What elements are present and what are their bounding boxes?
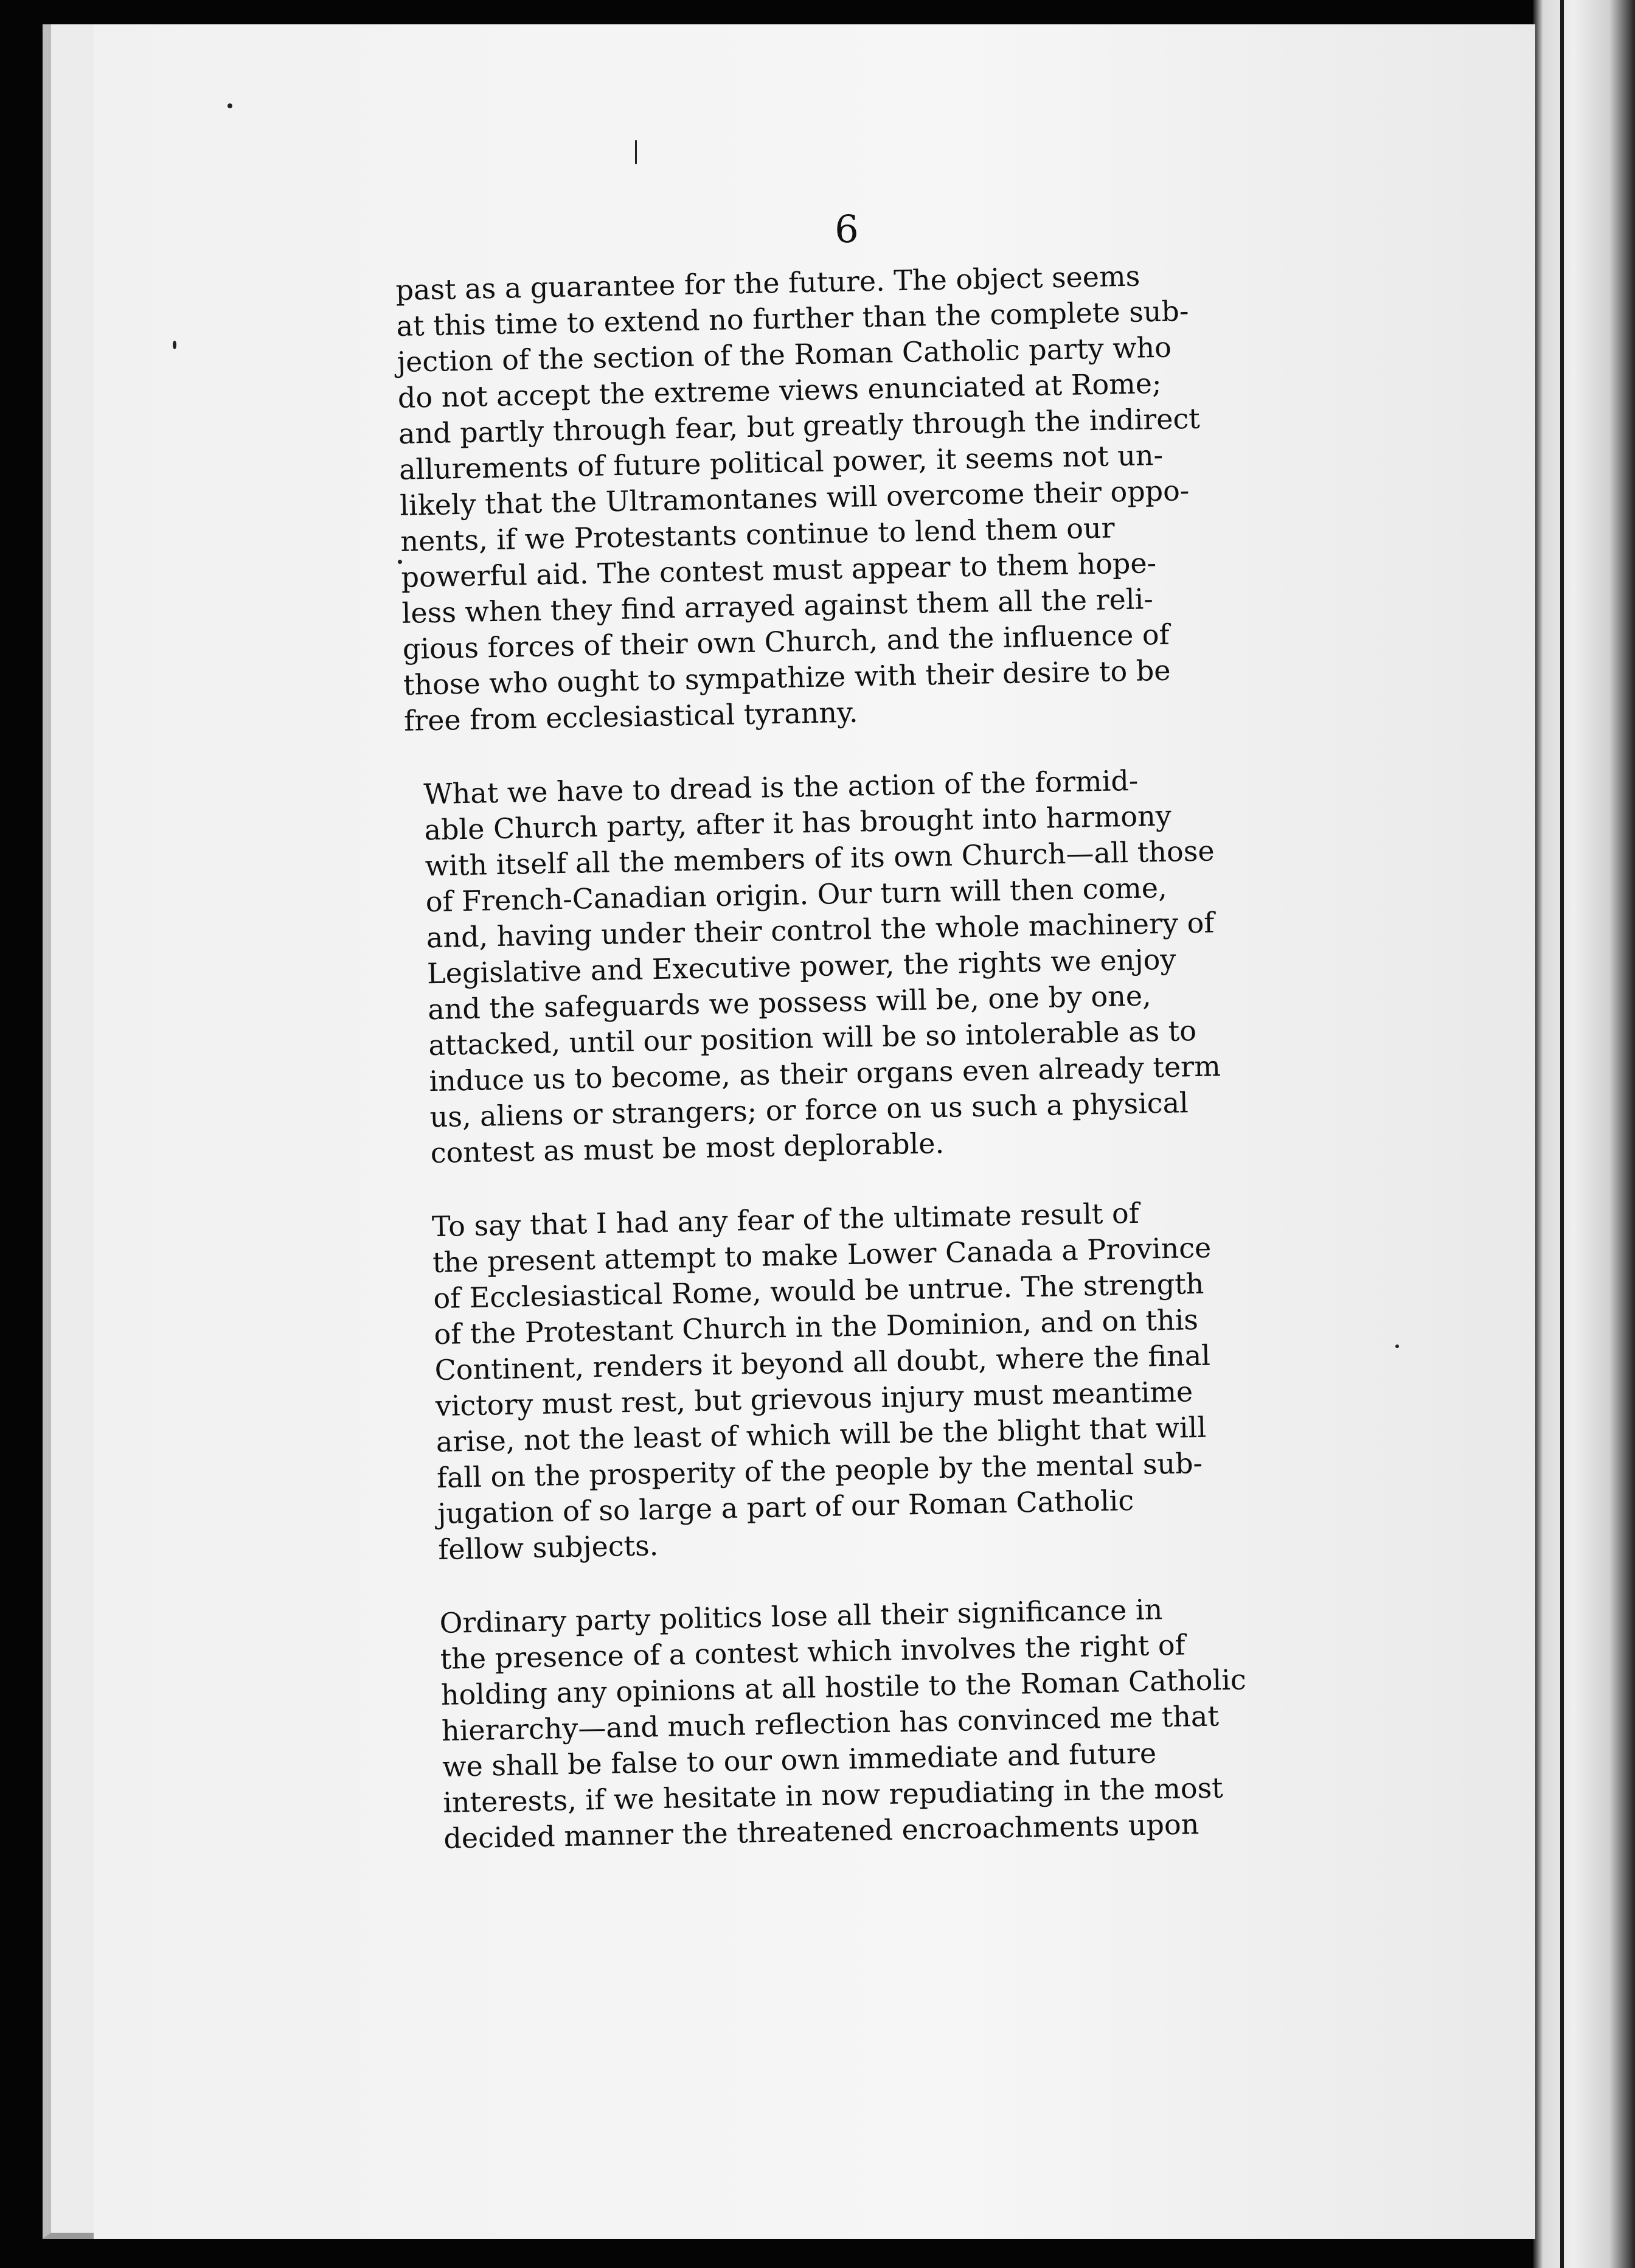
paragraph-1: past as a guarantee for the future. The object seems at this time to extend no further than the complete sub- jection of the section of the Roman Catholic party who do not accept the extreme views enunciated at Rome; and partly through fear, but greatly through the indirect allurements of future political power, it seems not un- likely that the Ultramontanes will overcome their oppo- nents, if we Protestants continue to lend them our powerful aid. The contest must appear to them hope- less when they find arrayed against them all the reli- gious forces of their own Church, and the influence of those who ought to sympathize with their desire to be free from ecclesiastical tyranny. bbox=[395, 259, 1201, 737]
page-number: 6 bbox=[835, 207, 859, 251]
paragraph-4: Ordinary party politics lose all their significance in the presence of a contest which involves the right of holding any opinions at all hostile to the Roman Catholic hierarchy—and much reflection has convinced me that we shall be false to our own immediate and future interests, if we hesitate in now repudiating in the most decided manner the threatened encroachments upon bbox=[439, 1593, 1247, 1855]
binding-shadow bbox=[1560, 0, 1564, 2268]
paragraph-3: To say that I had any fear of the ultimate result of the present attempt to make Lower Canada a Province of Ecclesiastical Rome, would be untrue. The strength of the Protestant Church in the Dominion, and on this Continent, renders it beyond all doubt, where the final victory must rest, but grievous injury must meantime arise, not the least of which will be the blight that will fall on the prosperity of the people by the mental sub- jugation of so large a part of our Roman Catholic fellow subjects. bbox=[431, 1196, 1212, 1567]
body-text bbox=[395, 254, 1381, 1857]
dust-speck bbox=[173, 341, 176, 349]
dust-speck bbox=[1395, 1344, 1399, 1348]
dust-speck bbox=[635, 140, 637, 164]
facing-page-edge bbox=[1533, 0, 1635, 2268]
paragraph-2: What we have to dread is the action of the formid- able Church party, after it has brought into harmony with itself all the members of its own Church—all those of French-Canadian origin. Our turn will then come, and, having under their control the whole machinery of Legislative and Executive power, the rights we enjoy and the safeguards we possess will be, one by one, attacked, until our position will be so intolerable as to induce us to become, as their organs even already term us, aliens or strangers; or force on us such a physical contest as must be most deplorable. bbox=[423, 764, 1221, 1170]
dust-speck bbox=[227, 103, 232, 108]
